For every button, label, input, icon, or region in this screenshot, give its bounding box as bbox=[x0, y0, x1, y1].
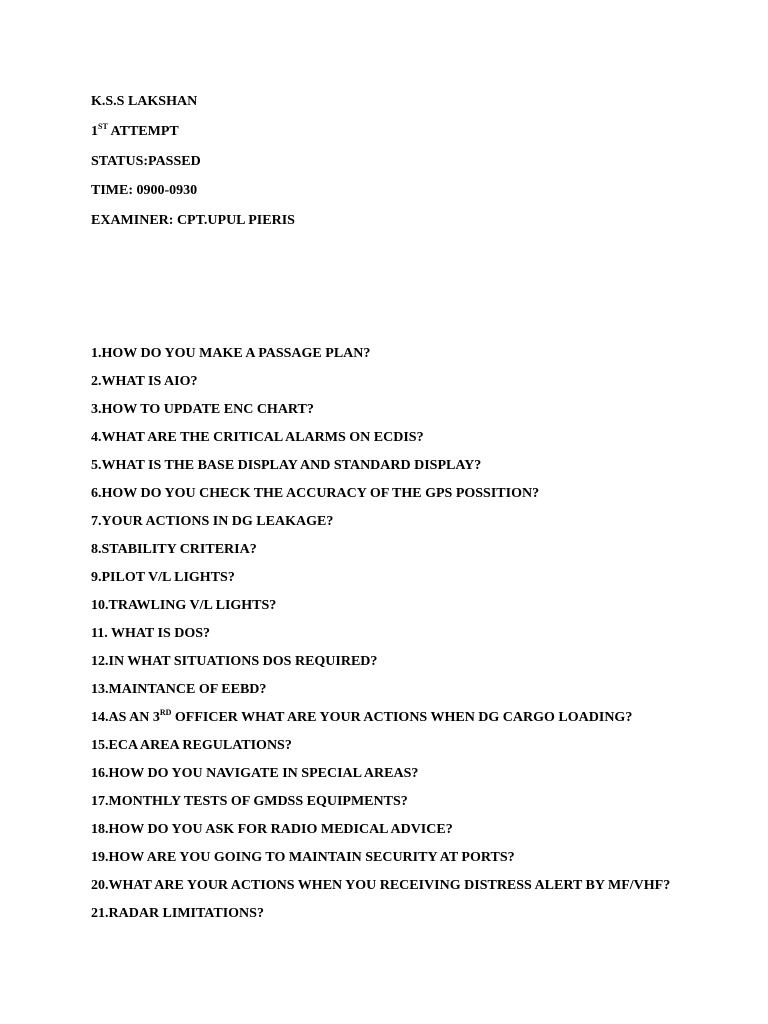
question-5: 5.WHAT IS THE BASE DISPLAY AND STANDARD DISPLAY? bbox=[91, 458, 482, 473]
examiner-line: EXAMINER: CPT.UPUL PIERIS bbox=[91, 213, 295, 228]
question-14-superscript: RD bbox=[159, 708, 172, 717]
question-16: 16.HOW DO YOU NAVIGATE IN SPECIAL AREAS? bbox=[91, 766, 419, 781]
attempt-label: ATTEMPT bbox=[110, 124, 179, 139]
candidate-name: K.S.S LAKSHAN bbox=[91, 94, 198, 109]
question-18: 18.HOW DO YOU ASK FOR RADIO MEDICAL ADVICE? bbox=[91, 822, 453, 837]
question-1: 1.HOW DO YOU MAKE A PASSAGE PLAN? bbox=[91, 346, 371, 361]
question-3: 3.HOW TO UPDATE ENC CHART? bbox=[91, 402, 314, 417]
question-15: 15.ECA AREA REGULATIONS? bbox=[91, 738, 292, 753]
question-4: 4.WHAT ARE THE CRITICAL ALARMS ON ECDIS? bbox=[91, 430, 424, 445]
question-11: 11. WHAT IS DOS? bbox=[91, 626, 211, 641]
question-8: 8.STABILITY CRITERIA? bbox=[91, 542, 257, 557]
attempt-line bbox=[91, 124, 179, 140]
question-14-prefix: 14.AS AN 3 bbox=[91, 710, 160, 725]
question-21: 21.RADAR LIMITATIONS? bbox=[91, 906, 264, 921]
attempt-number: 1 bbox=[91, 124, 98, 139]
attempt-suffix: ST bbox=[98, 122, 108, 131]
question-13: 13.MAINTANCE OF EEBD? bbox=[91, 682, 267, 697]
question-14 bbox=[91, 710, 632, 726]
question-12: 12.IN WHAT SITUATIONS DOS REQUIRED? bbox=[91, 654, 378, 669]
question-2: 2.WHAT IS AIO? bbox=[91, 374, 198, 389]
question-19: 19.HOW ARE YOU GOING TO MAINTAIN SECURITY AT PORTS? bbox=[91, 850, 515, 865]
question-9: 9.PILOT V/L LIGHTS? bbox=[91, 570, 235, 585]
question-6: 6.HOW DO YOU CHECK THE ACCURACY OF THE GPS POSSITION? bbox=[91, 486, 540, 501]
status-line: STATUS:PASSED bbox=[91, 154, 201, 169]
question-17: 17.MONTHLY TESTS OF GMDSS EQUIPMENTS? bbox=[91, 794, 408, 809]
time-line: TIME: 0900-0930 bbox=[91, 183, 198, 198]
question-10: 10.TRAWLING V/L LIGHTS? bbox=[91, 598, 277, 613]
question-14-suffix: OFFICER WHAT ARE YOUR ACTIONS WHEN DG CARGO LOADING? bbox=[171, 710, 633, 725]
question-7: 7.YOUR ACTIONS IN DG LEAKAGE? bbox=[91, 514, 334, 529]
question-20: 20.WHAT ARE YOUR ACTIONS WHEN YOU RECEIVING DISTRESS ALERT BY MF/VHF? bbox=[91, 878, 671, 893]
